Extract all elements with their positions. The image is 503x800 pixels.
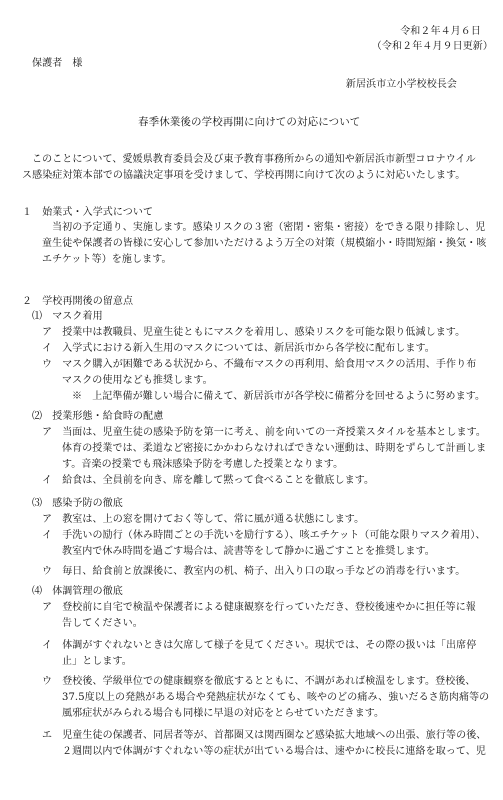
section-1-line: エチケット等）を施します。 <box>42 254 172 265</box>
section-1-line: 童生徒や保護者の皆様に安心して参加いただけるよう万全の対策（規模縮小・時間短縮・換気・咳 <box>42 238 487 249</box>
subsection-line: ア 教室は、上の窓を開けておく等して、常に風が通る状態にします。 <box>42 514 365 525</box>
subsection-heading: ⑴ マスク着用 <box>32 311 103 322</box>
subsection-line: イ 入学式における新入生用のマスクについては、新居浜市から各学校に配布します。 <box>42 343 435 354</box>
subsection-line: ウ 毎日、給食前と放課後に、教室内の机、椅子、出入り口の取っ手などの消毒を行います。 <box>42 566 466 577</box>
section-2-heading: ２ 学校再開後の留意点 <box>22 296 134 307</box>
document-updated-date: （令和２年４月９日更新） <box>371 41 493 52</box>
subsection-heading: ⑷ 体調管理の徹底 <box>32 586 123 597</box>
subsection-line: マスクの使用なども推奨します。 <box>62 375 213 386</box>
subsection-line: 止」とします。 <box>62 656 132 667</box>
subsection-line: イ 手洗いの励行（休み時間ごとの手洗いを励行する）、咳エチケット（可能な限りマスク着用）、 <box>42 530 486 541</box>
subsection-heading: ⑵ 授業形態・給食時の配慮 <box>32 411 164 422</box>
subsection-line: ア 当面は、児童生徒の感染予防を第一に考え、前を向いての一斉授業スタイルを基本とします。 <box>42 427 486 438</box>
sender: 新居浜市立小学校校長会 <box>345 79 457 90</box>
subsection-line: ２週間以内で体調がすぐれない等の症状が出ている場合は、速やかに校長に連絡を取って、児 <box>62 746 486 757</box>
subsection-line: 告してください。 <box>62 618 143 629</box>
document-date: 令和２年４月６日 <box>400 26 481 37</box>
subsection-line: ア 登校前に自宅で検温や保護者による健康観察を行っていただき、登校後速やかに担任等に報 <box>42 602 476 613</box>
subsection-line: イ 体調がすぐれないときは欠席して様子を見てください。現状では、その際の扱いは「出席停 <box>42 640 477 651</box>
page-title: 春季休業後の学校再開に向けての対応について <box>138 116 361 128</box>
recipient: 保護者 様 <box>32 58 83 69</box>
intro-line: このことについて、愛媛県教育委員会及び東予教育事務所からの通知や新居浜市新型コロナウイル <box>32 154 476 165</box>
subsection-line: 体育の授業では、柔道など密接にかかわらなければできない運動は、時期をずらして計画しま <box>62 443 487 454</box>
subsection-line: ウ マスク購入が困難である状況から、不織布マスクの再利用、給食用マスクの活用、手作り布 <box>42 359 477 370</box>
subsection-line: エ 児童生徒の保護者、同居者等が、首都圏又は関西圏など感染拡大地域への出張、旅行等の後、 <box>42 730 487 741</box>
subsection-line: ア 授業中は教職員、児童生徒ともにマスクを着用し、感染リスクを可能な限り低減します。 <box>42 327 466 338</box>
subsection-line: 風邪症状がみられる場合も同様に早退の対応をとらせていただきます。 <box>62 708 385 719</box>
intro-line: ス感染症対策本部での協議決定事項を受けまして、学校再開に向けて次のように対応いたします。 <box>22 170 466 181</box>
subsection-heading: ⑶ 感染予防の徹底 <box>32 498 123 509</box>
subsection-line: 教室内で休み時間を過ごす場合は、読書等をして静かに過ごすことを推奨します。 <box>62 546 435 557</box>
section-1-heading: １ 始業式・入学式について <box>22 207 154 218</box>
subsection-note: ※ 上記準備が難しい場合に備えて、新居浜市が各学校に備蓄分を回せるように努めます。 <box>72 391 486 402</box>
section-1-line: 当初の予定通り、実施します。感染リスクの３密（密閉・密集・密接）をできる限り排除し、児 <box>52 222 486 233</box>
subsection-line: ウ 登校後、学級単位での健康観察を徹底するとともに、不調があれば検温をします。登校後、 <box>42 676 476 687</box>
subsection-line: 37.5度以上の発熱がある場合や発熱症状がなくても、咳やのどの痛み、強いだるさ筋肉痛等の <box>62 692 490 703</box>
subsection-line: す。音楽の授業でも飛沫感染予防を考慮した授業となります。 <box>62 459 344 470</box>
subsection-line: イ 給食は、全員前を向き、席を離して黙って食べることを徹底します。 <box>42 475 375 486</box>
